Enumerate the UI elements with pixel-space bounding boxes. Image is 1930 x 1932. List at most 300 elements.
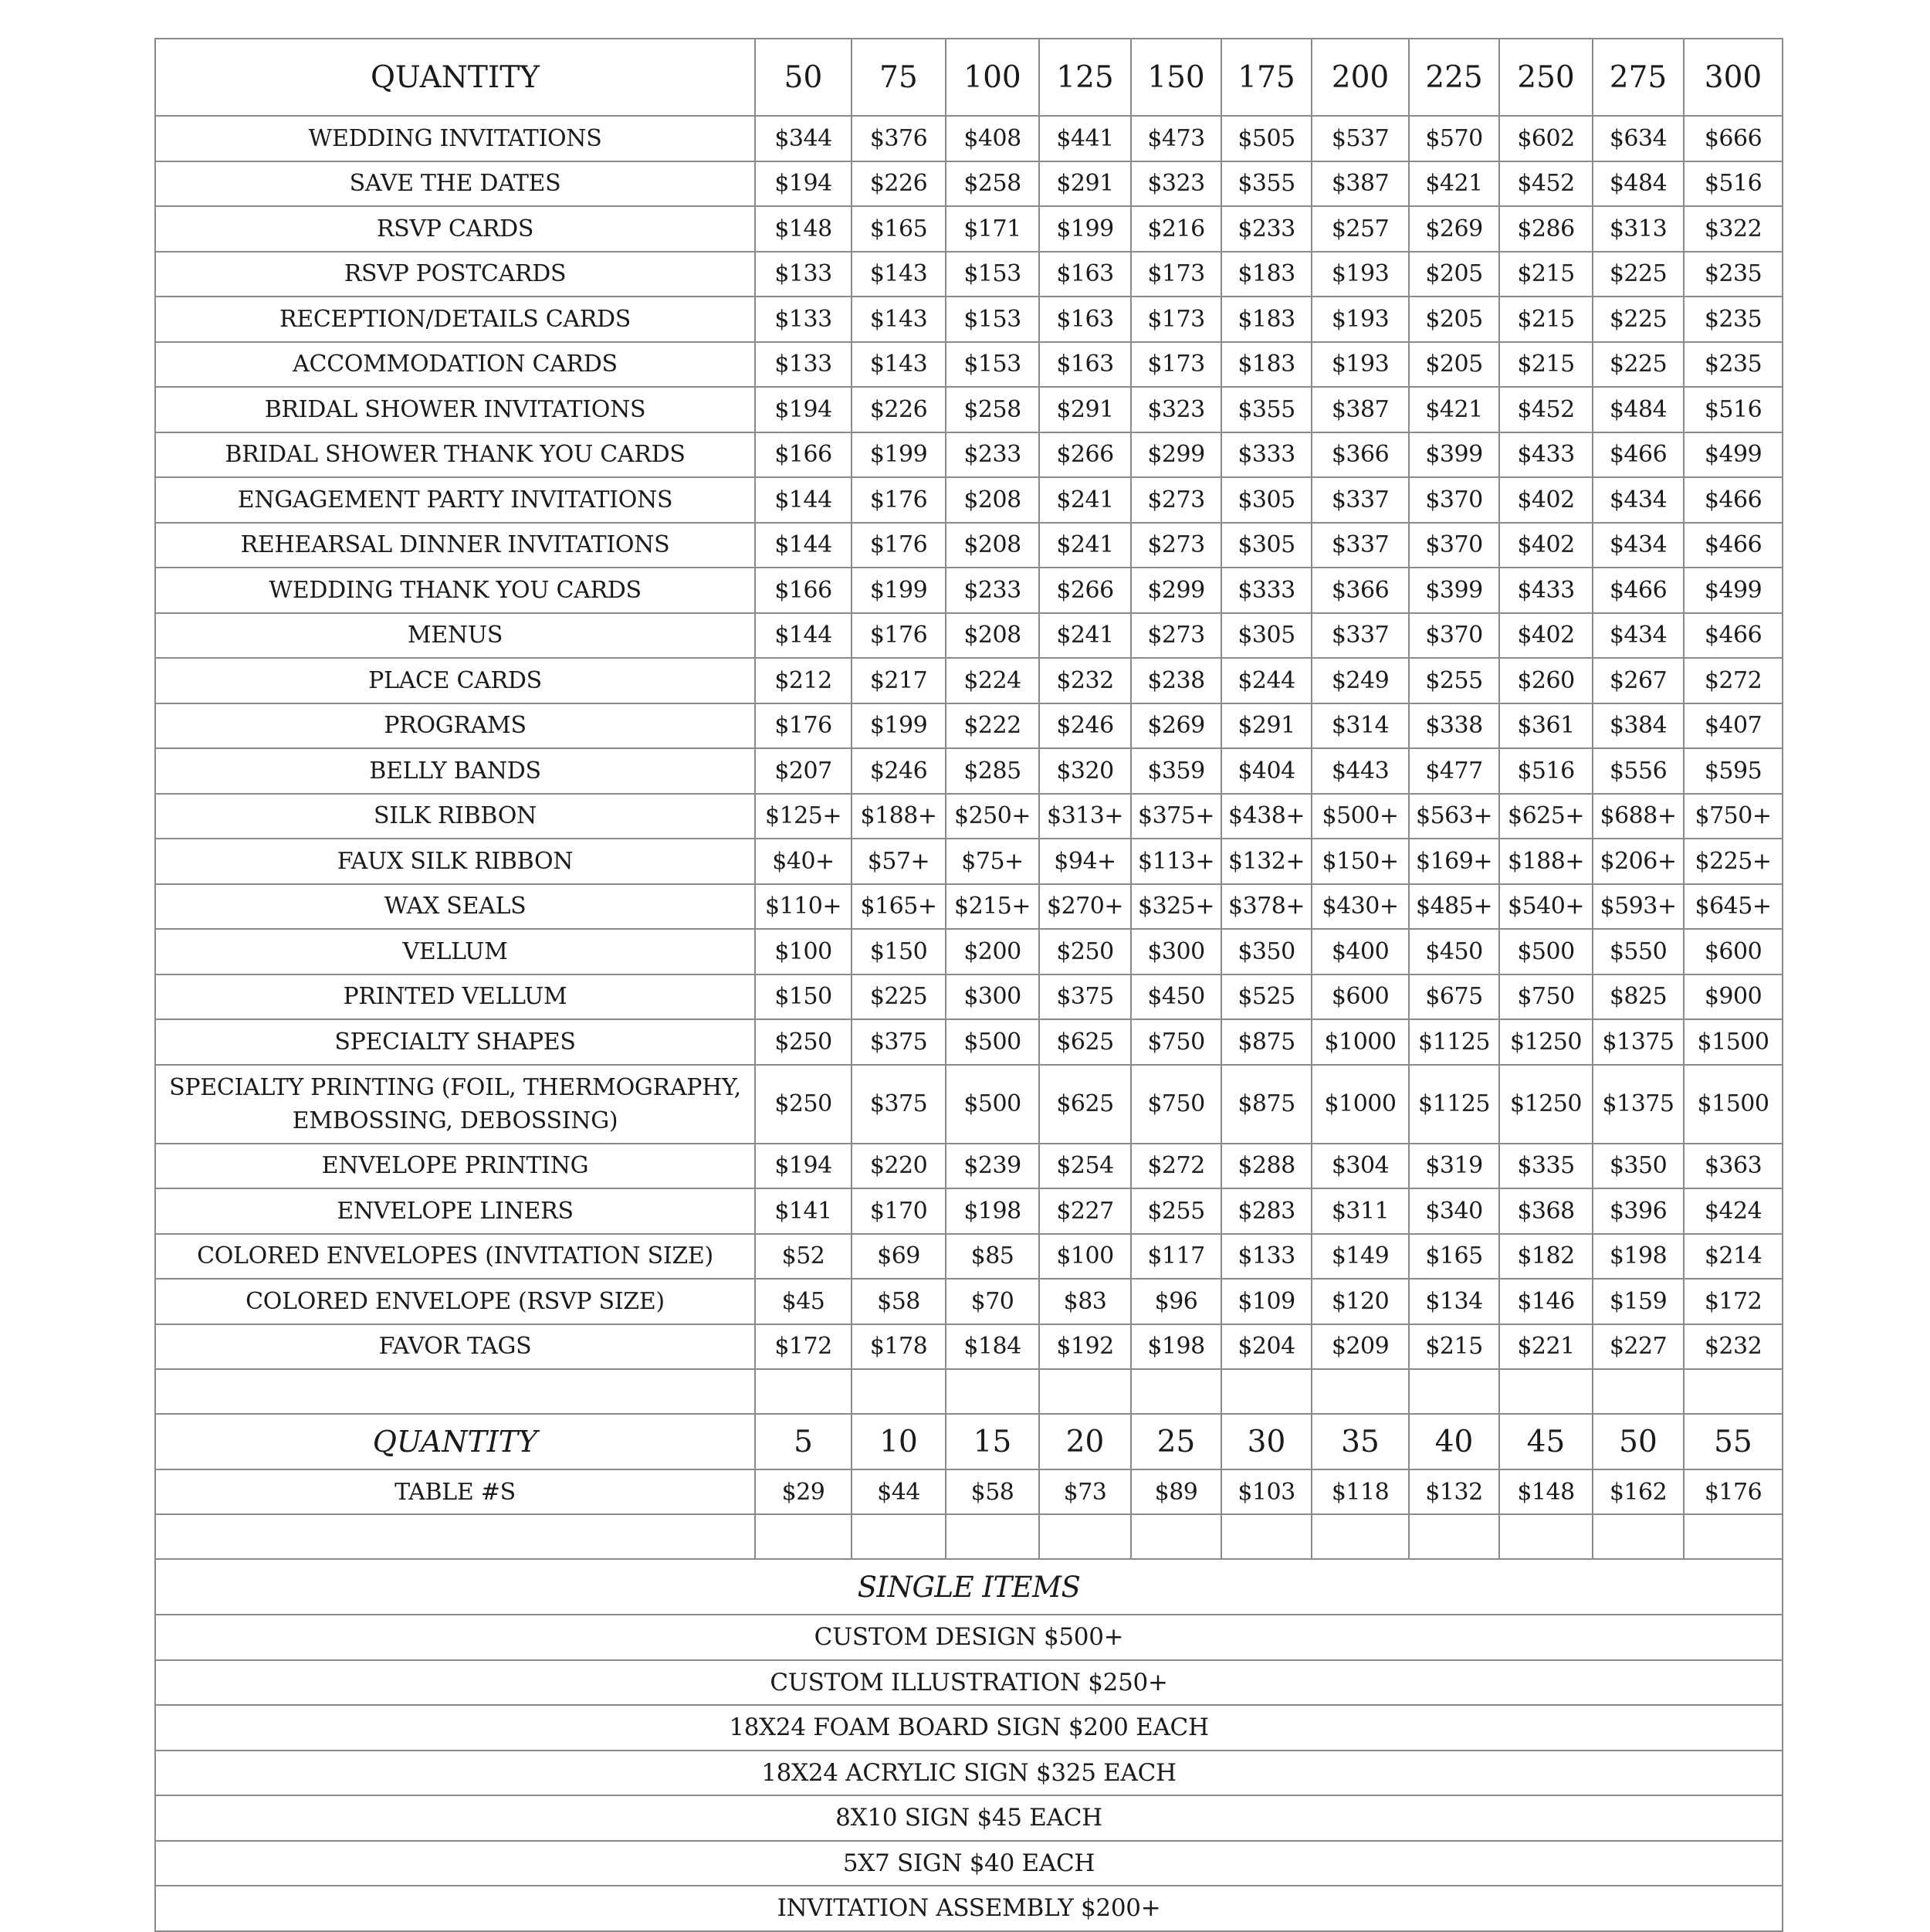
price-cell: $171 (946, 206, 1039, 252)
price-cell: $215 (1409, 1324, 1499, 1370)
price-cell: $134 (1409, 1279, 1499, 1324)
empty-cell (946, 1514, 1039, 1559)
price-cell: $593+ (1593, 884, 1684, 930)
price-cell: $250 (1039, 929, 1131, 974)
price-cell: $500 (946, 1065, 1039, 1144)
price-cell: $750 (1499, 974, 1593, 1020)
product-label: TABLE #S (155, 1469, 755, 1514)
empty-cell (1221, 1514, 1312, 1559)
price-cell: $254 (1039, 1144, 1131, 1189)
price-cell: $452 (1499, 387, 1593, 432)
price-cell: $117 (1131, 1234, 1221, 1280)
empty-cell (1039, 1369, 1131, 1414)
product-label: SPECIALTY SHAPES (155, 1019, 755, 1065)
price-cell: $148 (1499, 1469, 1593, 1514)
price-cell: $350 (1221, 929, 1312, 974)
table-row (155, 839, 1783, 884)
price-cell: $500 (1499, 929, 1593, 974)
table-row (155, 1188, 1783, 1234)
product-label: SPECIALTY PRINTING (FOIL, THERMOGRAPHY, EMBOSSING, DEBOSSING) (155, 1065, 755, 1144)
price-cell: $193 (1312, 252, 1409, 297)
table-row (155, 974, 1783, 1020)
price-cell: $500+ (1312, 794, 1409, 839)
empty-cell (852, 1369, 946, 1414)
price-cell: $29 (755, 1469, 852, 1514)
price-cell: $288 (1221, 1144, 1312, 1189)
price-cell: $325+ (1131, 884, 1221, 930)
price-cell: $232 (1039, 658, 1131, 703)
price-cell: $466 (1684, 523, 1783, 568)
price-cell: $212 (755, 658, 852, 703)
price-cell: $825 (1593, 974, 1684, 1020)
table-row (155, 1144, 1783, 1189)
price-cell: $421 (1409, 387, 1499, 432)
price-cell: $224 (946, 658, 1039, 703)
price-cell: $205 (1409, 252, 1499, 297)
price-cell: $375+ (1131, 794, 1221, 839)
price-cell: $166 (755, 568, 852, 613)
price-cell: $323 (1131, 161, 1221, 207)
price-cell: $96 (1131, 1279, 1221, 1324)
price-cell: $450 (1409, 929, 1499, 974)
empty-cell (1409, 1514, 1499, 1559)
price-cell: $466 (1593, 568, 1684, 613)
price-cell: $666 (1684, 116, 1783, 161)
price-cell: $148 (755, 206, 852, 252)
price-cell: $355 (1221, 161, 1312, 207)
single-item-row (155, 1751, 1783, 1796)
price-cell: $205 (1409, 342, 1499, 388)
price-cell: $337 (1312, 523, 1409, 568)
price-cell: $143 (852, 342, 946, 388)
price-cell: $73 (1039, 1469, 1131, 1514)
price-cell: $233 (946, 432, 1039, 478)
price-cell: $466 (1684, 477, 1783, 523)
price-cell: $311 (1312, 1188, 1409, 1234)
price-cell: $120 (1312, 1279, 1409, 1324)
price-cell: $217 (852, 658, 946, 703)
price-cell: $146 (1499, 1279, 1593, 1324)
table-row (155, 1065, 1783, 1144)
price-cell: $69 (852, 1234, 946, 1280)
price-cell: $144 (755, 523, 852, 568)
price-cell: $305 (1221, 477, 1312, 523)
price-cell: $434 (1593, 523, 1684, 568)
single-items-title-row (155, 1559, 1783, 1615)
price-cell: $499 (1684, 432, 1783, 478)
empty-cell (1684, 1369, 1783, 1414)
quantity-header-cell: 275 (1593, 39, 1684, 116)
product-label: BRIDAL SHOWER INVITATIONS (155, 387, 755, 432)
price-cell: $238 (1131, 658, 1221, 703)
price-cell: $384 (1593, 703, 1684, 749)
price-cell: $169+ (1409, 839, 1499, 884)
price-cell: $484 (1593, 387, 1684, 432)
price-cell: $484 (1593, 161, 1684, 207)
single-item-row (155, 1660, 1783, 1706)
product-label: RECEPTION/DETAILS CARDS (155, 297, 755, 342)
price-cell: $516 (1684, 387, 1783, 432)
price-cell: $246 (852, 748, 946, 794)
price-cell: $434 (1593, 477, 1684, 523)
price-cell: $258 (946, 387, 1039, 432)
price-cell: $505 (1221, 116, 1312, 161)
empty-cell (755, 1514, 852, 1559)
price-cell: $225 (852, 974, 946, 1020)
spacer-row (155, 1369, 1783, 1414)
price-cell: $163 (1039, 342, 1131, 388)
price-cell: $257 (1312, 206, 1409, 252)
price-cell: $83 (1039, 1279, 1131, 1324)
table-row (155, 1019, 1783, 1065)
price-cell: $430+ (1312, 884, 1409, 930)
price-cell: $255 (1409, 658, 1499, 703)
price-cell: $118 (1312, 1469, 1409, 1514)
price-cell: $563+ (1409, 794, 1499, 839)
price-cell: $333 (1221, 432, 1312, 478)
product-label: COLORED ENVELOPE (RSVP SIZE) (155, 1279, 755, 1324)
quantity-header-cell: 20 (1039, 1414, 1131, 1469)
price-cell: $125+ (755, 794, 852, 839)
table-row (155, 297, 1783, 342)
price-cell: $291 (1221, 703, 1312, 749)
price-cell: $141 (755, 1188, 852, 1234)
price-cell: $452 (1499, 161, 1593, 207)
price-cell: $269 (1131, 703, 1221, 749)
price-cell: $368 (1499, 1188, 1593, 1234)
price-cell: $1125 (1409, 1065, 1499, 1144)
price-cell: $299 (1131, 432, 1221, 478)
price-cell: $375 (852, 1065, 946, 1144)
empty-cell (1312, 1514, 1409, 1559)
product-label: COLORED ENVELOPES (INVITATION SIZE) (155, 1234, 755, 1280)
price-cell: $226 (852, 387, 946, 432)
single-item-row (155, 1615, 1783, 1660)
price-cell: $94+ (1039, 839, 1131, 884)
price-cell: $159 (1593, 1279, 1684, 1324)
table-row (155, 387, 1783, 432)
price-cell: $178 (852, 1324, 946, 1370)
price-cell: $173 (1131, 342, 1221, 388)
empty-cell (1684, 1514, 1783, 1559)
price-cell: $173 (1131, 252, 1221, 297)
price-cell: $208 (946, 477, 1039, 523)
quantity-header-label: QUANTITY (155, 39, 755, 116)
price-cell: $269 (1409, 206, 1499, 252)
price-cell: $370 (1409, 477, 1499, 523)
price-cell: $198 (1131, 1324, 1221, 1370)
price-cell: $363 (1684, 1144, 1783, 1189)
price-cell: $1375 (1593, 1019, 1684, 1065)
price-cell: $225 (1593, 297, 1684, 342)
price-cell: $258 (946, 161, 1039, 207)
price-cell: $241 (1039, 523, 1131, 568)
price-cell: $402 (1499, 523, 1593, 568)
price-cell: $184 (946, 1324, 1039, 1370)
price-cell: $600 (1312, 974, 1409, 1020)
price-cell: $438+ (1221, 794, 1312, 839)
price-cell: $208 (946, 613, 1039, 659)
price-cell: $206+ (1593, 839, 1684, 884)
price-cell: $499 (1684, 568, 1783, 613)
price-cell: $1250 (1499, 1019, 1593, 1065)
table-row (155, 116, 1783, 161)
price-cell: $163 (1039, 297, 1131, 342)
price-cell: $52 (755, 1234, 852, 1280)
price-cell: $205 (1409, 297, 1499, 342)
price-cell: $675 (1409, 974, 1499, 1020)
price-cell: $241 (1039, 477, 1131, 523)
price-cell: $110+ (755, 884, 852, 930)
price-cell: $225 (1593, 252, 1684, 297)
quantity-header-cell: 125 (1039, 39, 1131, 116)
price-cell: $165+ (852, 884, 946, 930)
quantity-header-cell: 100 (946, 39, 1039, 116)
price-cell: $199 (1039, 206, 1131, 252)
price-cell: $225+ (1684, 839, 1783, 884)
empty-cell (1499, 1514, 1593, 1559)
price-cell: $176 (852, 523, 946, 568)
price-cell: $165 (852, 206, 946, 252)
price-cell: $337 (1312, 613, 1409, 659)
price-cell: $246 (1039, 703, 1131, 749)
price-cell: $525 (1221, 974, 1312, 1020)
price-cell: $239 (946, 1144, 1039, 1189)
price-cell: $338 (1409, 703, 1499, 749)
price-cell: $250+ (946, 794, 1039, 839)
single-item: 18X24 ACRYLIC SIGN $325 EACH (155, 1751, 1783, 1796)
price-cell: $198 (1593, 1234, 1684, 1280)
quantity-header-row (155, 39, 1783, 116)
price-cell: $370 (1409, 613, 1499, 659)
price-cell: $366 (1312, 568, 1409, 613)
pricing-table-body (155, 39, 1783, 1931)
product-label: SAVE THE DATES (155, 161, 755, 207)
single-item-row (155, 1886, 1783, 1931)
price-cell: $70 (946, 1279, 1039, 1324)
price-cell: $183 (1221, 252, 1312, 297)
product-label: PRINTED VELLUM (155, 974, 755, 1020)
price-cell: $556 (1593, 748, 1684, 794)
price-cell: $466 (1684, 613, 1783, 659)
table-row (155, 342, 1783, 388)
price-cell: $404 (1221, 748, 1312, 794)
price-cell: $207 (755, 748, 852, 794)
quantity-header-cell: 300 (1684, 39, 1783, 116)
quantity-header-cell: 5 (755, 1414, 852, 1469)
price-cell: $193 (1312, 342, 1409, 388)
table-row (155, 523, 1783, 568)
price-cell: $421 (1409, 161, 1499, 207)
product-label: WEDDING INVITATIONS (155, 116, 755, 161)
price-cell: $249 (1312, 658, 1409, 703)
price-cell: $273 (1131, 613, 1221, 659)
price-cell: $235 (1684, 252, 1783, 297)
empty-cell (755, 1369, 852, 1414)
price-cell: $550 (1593, 929, 1684, 974)
quantity-header-cell: 40 (1409, 1414, 1499, 1469)
product-label: SILK RIBBON (155, 794, 755, 839)
quantity-header-cell: 35 (1312, 1414, 1409, 1469)
price-cell: $244 (1221, 658, 1312, 703)
price-cell: $45 (755, 1279, 852, 1324)
price-cell: $166 (755, 432, 852, 478)
price-cell: $473 (1131, 116, 1221, 161)
product-label: FAVOR TAGS (155, 1324, 755, 1370)
price-cell: $209 (1312, 1324, 1409, 1370)
price-cell: $433 (1499, 432, 1593, 478)
price-cell: $193 (1312, 297, 1409, 342)
table-row (155, 206, 1783, 252)
price-cell: $291 (1039, 161, 1131, 207)
price-cell: $188+ (1499, 839, 1593, 884)
price-cell: $387 (1312, 161, 1409, 207)
quantity-header-cell: 45 (1499, 1414, 1593, 1469)
product-label: WAX SEALS (155, 884, 755, 930)
quantity-header-cell: 150 (1131, 39, 1221, 116)
empty-cell (155, 1369, 755, 1414)
price-cell: $1500 (1684, 1019, 1783, 1065)
price-cell: $182 (1499, 1234, 1593, 1280)
price-cell: $143 (852, 252, 946, 297)
price-cell: $113+ (1131, 839, 1221, 884)
single-item: 5X7 SIGN $40 EACH (155, 1841, 1783, 1886)
empty-cell (852, 1514, 946, 1559)
price-cell: $100 (1039, 1234, 1131, 1280)
price-cell: $344 (755, 116, 852, 161)
quantity-header-cell: 200 (1312, 39, 1409, 116)
price-cell: $272 (1684, 658, 1783, 703)
price-cell: $355 (1221, 387, 1312, 432)
price-cell: $153 (946, 297, 1039, 342)
price-cell: $260 (1499, 658, 1593, 703)
price-cell: $103 (1221, 1469, 1312, 1514)
price-cell: $233 (1221, 206, 1312, 252)
empty-cell (946, 1369, 1039, 1414)
price-cell: $320 (1039, 748, 1131, 794)
price-cell: $402 (1499, 613, 1593, 659)
price-cell: $361 (1499, 703, 1593, 749)
quantity-header-cell: 225 (1409, 39, 1499, 116)
price-cell: $241 (1039, 613, 1131, 659)
price-cell: $399 (1409, 432, 1499, 478)
price-cell: $133 (1221, 1234, 1312, 1280)
price-cell: $150+ (1312, 839, 1409, 884)
price-cell: $378+ (1221, 884, 1312, 930)
price-cell: $485+ (1409, 884, 1499, 930)
price-cell: $337 (1312, 477, 1409, 523)
price-cell: $477 (1409, 748, 1499, 794)
price-cell: $176 (1684, 1469, 1783, 1514)
price-cell: $602 (1499, 116, 1593, 161)
price-cell: $132+ (1221, 839, 1312, 884)
price-cell: $222 (946, 703, 1039, 749)
price-cell: $433 (1499, 568, 1593, 613)
single-item: CUSTOM ILLUSTRATION $250+ (155, 1660, 1783, 1706)
single-item: CUSTOM DESIGN $500+ (155, 1615, 1783, 1660)
price-cell: $188+ (852, 794, 946, 839)
price-cell: $153 (946, 252, 1039, 297)
product-label: ACCOMMODATION CARDS (155, 342, 755, 388)
table-row (155, 658, 1783, 703)
price-cell: $291 (1039, 387, 1131, 432)
empty-cell (1312, 1369, 1409, 1414)
price-cell: $875 (1221, 1019, 1312, 1065)
price-cell: $750 (1131, 1065, 1221, 1144)
price-cell: $270+ (1039, 884, 1131, 930)
empty-cell (1221, 1369, 1312, 1414)
price-cell: $192 (1039, 1324, 1131, 1370)
price-cell: $323 (1131, 387, 1221, 432)
empty-cell (1131, 1514, 1221, 1559)
table-row (155, 703, 1783, 749)
price-cell: $1375 (1593, 1065, 1684, 1144)
price-cell: $200 (946, 929, 1039, 974)
empty-cell (1409, 1369, 1499, 1414)
price-cell: $1000 (1312, 1019, 1409, 1065)
table-row (155, 1234, 1783, 1280)
price-cell: $250 (755, 1019, 852, 1065)
price-cell: $40+ (755, 839, 852, 884)
price-cell: $625 (1039, 1019, 1131, 1065)
price-cell: $286 (1499, 206, 1593, 252)
price-cell: $570 (1409, 116, 1499, 161)
price-cell: $516 (1684, 161, 1783, 207)
price-cell: $194 (755, 161, 852, 207)
price-cell: $165 (1409, 1234, 1499, 1280)
price-cell: $208 (946, 523, 1039, 568)
price-cell: $89 (1131, 1469, 1221, 1514)
price-cell: $434 (1593, 613, 1684, 659)
price-cell: $335 (1499, 1144, 1593, 1189)
table-row (155, 252, 1783, 297)
product-label: RSVP POSTCARDS (155, 252, 755, 297)
price-cell: $600 (1684, 929, 1783, 974)
product-label: VELLUM (155, 929, 755, 974)
product-label: PLACE CARDS (155, 658, 755, 703)
price-cell: $176 (852, 613, 946, 659)
quantity-header-cell: 250 (1499, 39, 1593, 116)
empty-cell (1039, 1514, 1131, 1559)
price-cell: $176 (755, 703, 852, 749)
price-cell: $625+ (1499, 794, 1593, 839)
price-cell: $235 (1684, 342, 1783, 388)
price-cell: $216 (1131, 206, 1221, 252)
price-cell: $172 (755, 1324, 852, 1370)
product-label: RSVP CARDS (155, 206, 755, 252)
table-row (155, 929, 1783, 974)
quantity-header-cell: 15 (946, 1414, 1039, 1469)
price-cell: $133 (755, 297, 852, 342)
price-cell: $313+ (1039, 794, 1131, 839)
price-cell: $183 (1221, 342, 1312, 388)
product-label: REHEARSAL DINNER INVITATIONS (155, 523, 755, 568)
price-cell: $267 (1593, 658, 1684, 703)
table-numbers-quantity-row (155, 1414, 1783, 1469)
price-cell: $1000 (1312, 1065, 1409, 1144)
price-cell: $109 (1221, 1279, 1312, 1324)
quantity-header-cell: 10 (852, 1414, 946, 1469)
price-cell: $350 (1593, 1144, 1684, 1189)
price-cell: $198 (946, 1188, 1039, 1234)
price-cell: $57+ (852, 839, 946, 884)
quantity-header-cell: 50 (755, 39, 852, 116)
price-cell: $221 (1499, 1324, 1593, 1370)
price-cell: $595 (1684, 748, 1783, 794)
table-row (155, 613, 1783, 659)
price-cell: $305 (1221, 613, 1312, 659)
product-label: BRIDAL SHOWER THANK YOU CARDS (155, 432, 755, 478)
